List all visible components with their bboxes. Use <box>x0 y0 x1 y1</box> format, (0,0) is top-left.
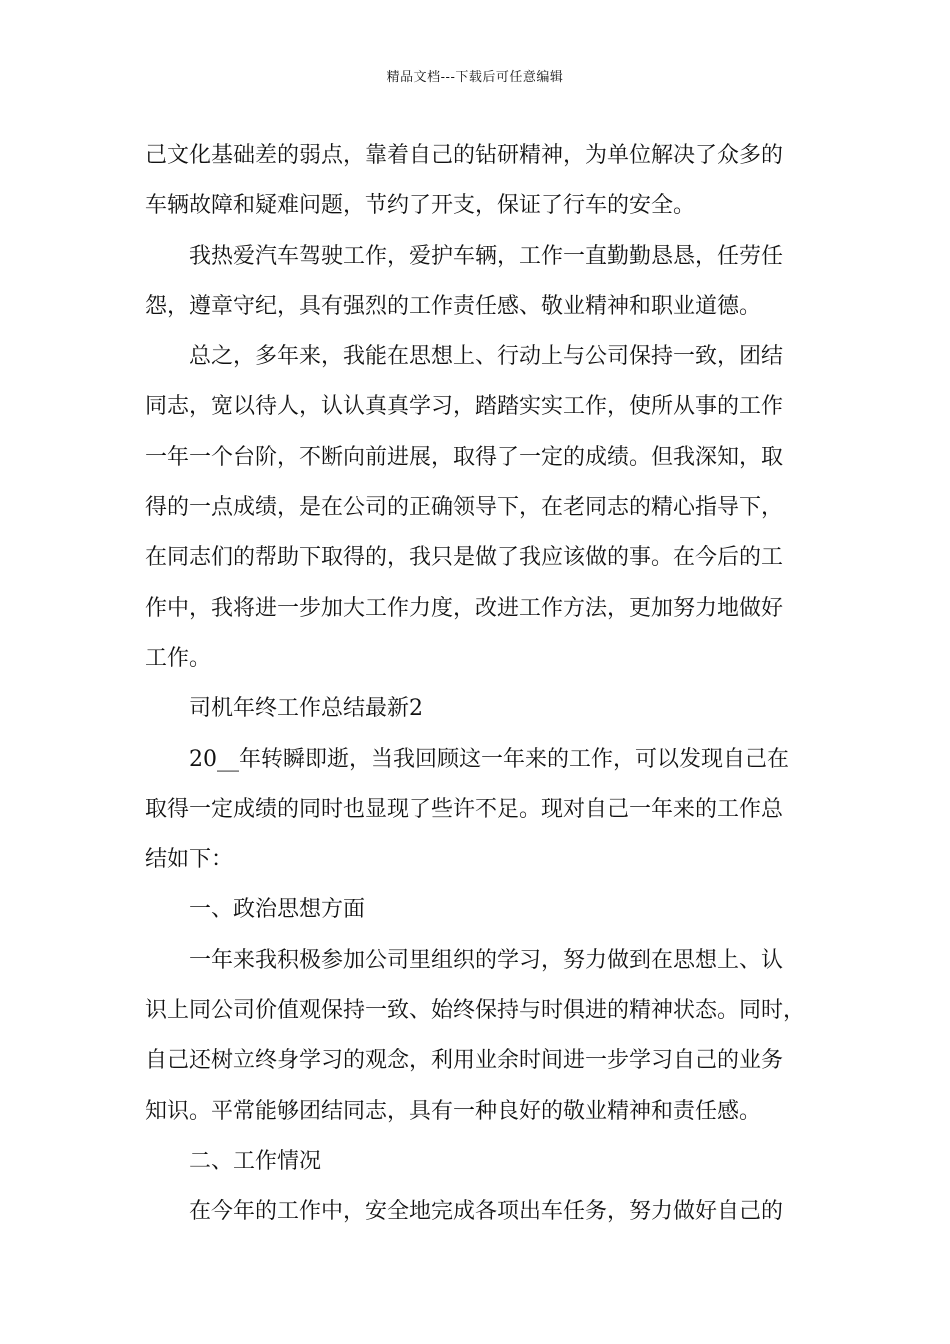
text-line: 自己还树立终身学习的观念，利用业余时间进一步学习自己的业务 <box>145 1048 784 1074</box>
text-line: 作中，我将进一步加大工作力度，改进工作方法，更加努力地做好 <box>145 595 784 621</box>
text-line: 己文化基础差的弱点，靠着自己的钻研精神，为单位解决了众多的 <box>145 143 784 168</box>
page-header: 精品文档---下载后可任意编辑 <box>386 70 564 85</box>
text-line: 在同志们的帮助下取得的，我只是做了我应该做的事。在今后的工 <box>145 545 784 571</box>
text-line: 怨，遵章守纪，具有强烈的工作责任感、敬业精神和职业道德。 <box>145 293 762 319</box>
text-line: 一年来我积极参加公司里组织的学习，努力做到在思想上、认 <box>189 947 784 973</box>
section-heading: 一、政治思想方面 <box>189 897 366 923</box>
text-line: 得的一点成绩，是在公司的正确领导下，在老同志的精心指导下， <box>145 495 784 521</box>
text-line: 在今年的工作中，安全地完成各项出车任务，努力做好自己的 <box>189 1199 784 1225</box>
text-line: 取得一定成绩的同时也显现了些许不足。现对自己一年来的工作总 <box>145 796 784 822</box>
text-line: 工作。 <box>145 645 212 671</box>
text-line: 同志，宽以待人，认认真真学习，踏踏实实工作，使所从事的工作 <box>145 394 784 420</box>
text-line: 知识。平常能够团结同志，具有一种良好的敬业精神和责任感。 <box>145 1098 762 1124</box>
text-line: 一年一个台阶，不断向前进展，取得了一定的成绩。但我深知，取 <box>145 444 784 470</box>
section-heading: 二、工作情况 <box>189 1148 322 1174</box>
text-line: 结如下： <box>145 847 234 873</box>
document-body <box>145 131 815 1238</box>
text-line: 识上同公司价值观保持一致、始终保持与时俱进的精神状态。同时， <box>145 998 806 1024</box>
text-line: 我热爱汽车驾驶工作，爱护车辆，工作一直勤勤恳恳，任劳任 <box>189 243 784 269</box>
text-line: 总之，多年来，我能在思想上、行动上与公司保持一致，团结 <box>189 344 784 370</box>
text-line: 车辆故障和疑难问题，节约了开支，保证了行车的安全。 <box>145 193 696 219</box>
section-heading: 司机年终工作总结最新2 <box>189 696 423 722</box>
text-line: 20__年转瞬即逝，当我回顾这一年来的工作，可以发现自己在 <box>189 746 789 772</box>
